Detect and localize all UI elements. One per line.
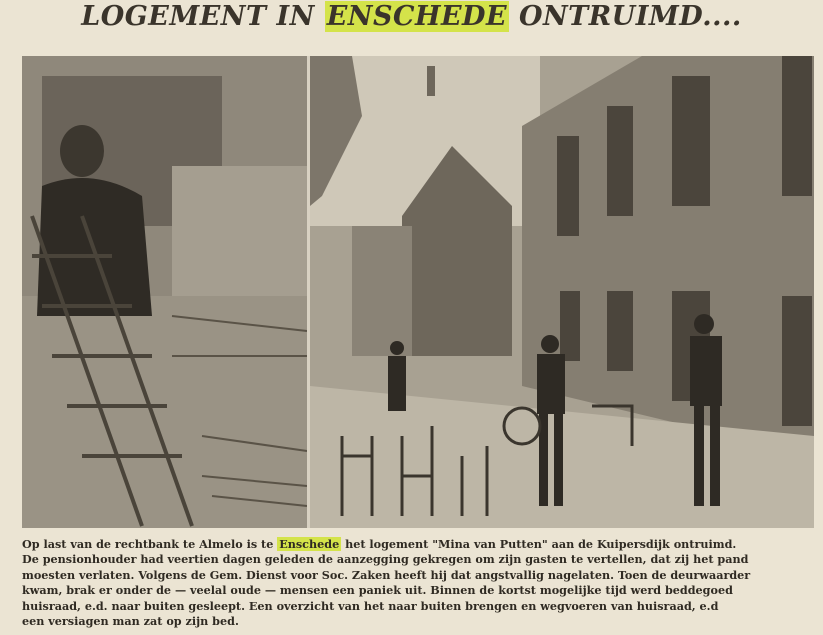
headline-highlight: ENSCHEDE <box>326 1 508 32</box>
news-photograph <box>22 56 814 528</box>
caption-line: huisraad, e.d. naar buiten gesleept. Een overzicht van het naar buiten brengen en wegvoeren van huisraad, e.d <box>22 598 719 613</box>
caption-highlight: Enschede <box>279 537 340 551</box>
headline-text-start: LOGEMENT IN <box>81 1 325 32</box>
caption-line: een versiagen man zat op zijn bed. <box>22 613 239 628</box>
photo-caption <box>22 537 817 633</box>
headline-text-end: ONTRUIMD.... <box>509 1 742 32</box>
caption-line <box>22 537 817 552</box>
caption-line: De pensionhouder had veertien dagen geleden de aanzegging gekregen om zijn gasten te vertellen, dat zij het pand <box>22 552 749 567</box>
photo-icon <box>22 56 814 528</box>
caption-line1-end: het logement "Mina van Putten" aan de Kuipersdijk ontruimd. <box>341 537 737 551</box>
headline <box>0 0 823 36</box>
caption-line: kwam, brak er onder de — veelal oude — mensen een paniek uit. Binnen de kortst mogelijke tijd werd beddegoed <box>22 583 733 598</box>
caption-line: moesten verlaten. Volgens de Gem. Dienst voor Soc. Zaken heeft hij dat angstvallig nagelaten. Toen de deurwaarder <box>22 567 751 582</box>
caption-line1-start: Op last van de rechtbank te Almelo is te <box>22 537 278 551</box>
